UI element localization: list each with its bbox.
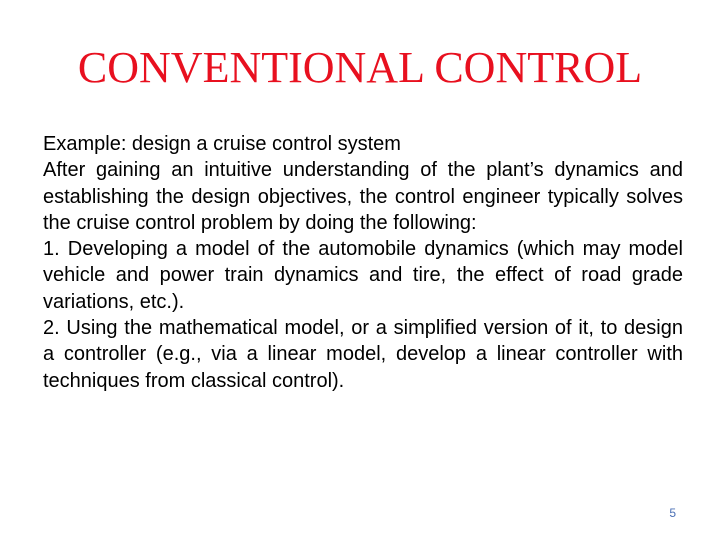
page-number: 5	[669, 506, 676, 520]
slide-body	[43, 131, 683, 394]
body-paragraph-step-1: 1. Developing a model of the automobile dynamics (which may model vehicle and power train dynamics and tire, the effect of road grade variations, etc.).	[43, 238, 683, 313]
body-paragraph-step-2: 2. Using the mathematical model, or a simplified version of it, to design a controller (e.g., via a linear model, develop a linear controller with techniques from classical control).	[43, 317, 683, 392]
body-paragraph-example: Example: design a cruise control system	[43, 133, 401, 155]
slide-title: CONVENTIONAL CONTROL	[77, 43, 643, 92]
body-paragraph-intro: After gaining an intuitive understanding of the plant’s dynamics and establishing the design objectives, the control engineer typically solves the cruise control problem by doing the following:	[43, 159, 683, 234]
